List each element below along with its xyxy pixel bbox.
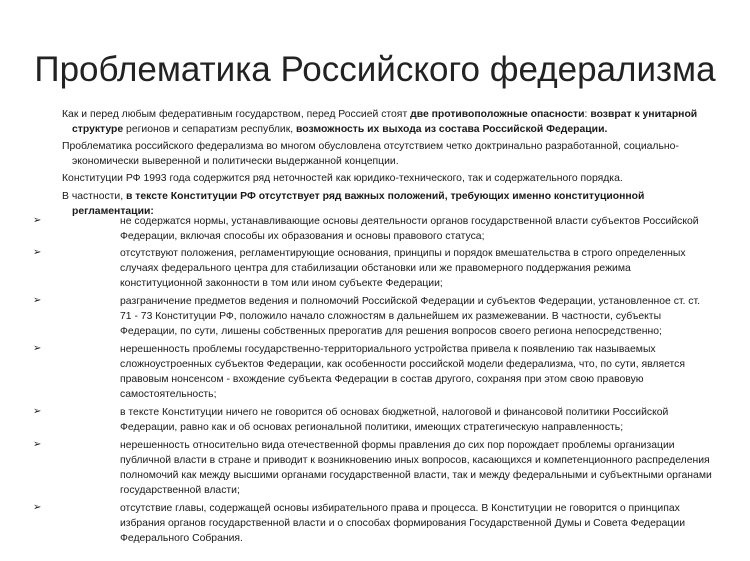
list-item-text: в тексте Конституции ничего не говорится об основах бюджетной, налоговой и финансовой политики Российской Федерации, равно как и об основах региональной политики, имеющих стратегическую направленность; — [120, 407, 669, 433]
list-item — [0, 246, 750, 291]
intro-text: Проблематика российского федерализма во многом обусловлена отсутствием четко доктринально разработанной, социально-экономически выверенной и политически выдержанной концепции. — [62, 141, 679, 167]
list-item-text: нерешенность относительно вида отечественной формы правления до сих пор порождает проблемы организации публичной власти в стране и приводит к возникновению иных вопросов, касающихся и компетенционного распределения полномочий как между высшими органами государственной власти, так и между федеральными и субъектными органами государственной власти; — [120, 440, 712, 496]
arrow-bullet-icon: ➢ — [33, 295, 42, 306]
intro-bold-text: две противоположные опасности — [410, 109, 585, 120]
arrow-bullet-icon: ➢ — [33, 502, 42, 513]
list-item-text: разграничение предметов ведения и полномочий Российской Федерации и субъектов Федерации, установленное ст. ст. 71 - 73 Конституции РФ, положило начало сложностям в дальнейшем их размежевании. В частности, субъекты Федерации, по сути, лишены собственных прерогатив для решения вопросов своего региона непосредственно; — [120, 296, 700, 337]
intro-text: регионов и сепаратизм республик, — [123, 123, 297, 135]
arrow-bullet-icon: ➢ — [33, 439, 42, 450]
intro-text: В частности, — [62, 190, 127, 202]
intro-text: Как и перед любым федеративным государством, перед Россией стоят — [62, 109, 411, 120]
arrow-bullet-icon: ➢ — [33, 343, 42, 354]
list-item — [0, 405, 750, 435]
list-item-text: нерешенность проблемы государственно-территориального устройства привела к появлению так называемых сложноустроенных субъектов Федерации, как особенности российской модели федерализма, что, по сути, является правовым нонсенсом - вхождение субъекта Федерации в состав другого, сохраняя при этом свою правовую самостоятельность; — [120, 344, 685, 400]
arrow-bullet-icon: ➢ — [33, 215, 42, 226]
list-item — [0, 294, 750, 339]
list-item-text: не содержатся нормы, устанавливающие основы деятельности органов государственной власти субъектов Российской Федерации, включая способы их образования и основы правового статуса; — [120, 216, 699, 242]
list-item — [0, 438, 750, 498]
intro-text: : — [584, 109, 591, 120]
intro-text: Конституции РФ 1993 года содержится ряд неточностей как юридико-технического, так и содержательного порядка. — [62, 173, 623, 185]
intro-bold-text: возможность их выхода из состава Российской Федерации. — [296, 123, 608, 135]
arrow-bullet-icon: ➢ — [33, 406, 42, 417]
list-item-text: отсутствуют положения, регламентирующие основания, принципы и порядок вмешательства в строго определенных случаях федерального центра для стабилизации обстановки или же правомерного поддержания режима конституционной законности в том или ином субъекте Федерации; — [120, 248, 686, 289]
intro-bold-text: возврат к унитарной структуре — [72, 109, 698, 135]
slide-title: Проблематика Российского федерализма — [34, 50, 716, 89]
arrow-bullet-icon: ➢ — [33, 247, 42, 258]
intro-paragraph — [62, 108, 712, 137]
list-item — [0, 214, 750, 244]
intro-bold-text: в тексте Конституции РФ отсутствует ряд важных положений, требующих именно конституционной регламентации: — [72, 190, 645, 217]
list-item — [0, 501, 750, 546]
intro-paragraph — [62, 172, 712, 187]
bullet-list — [0, 214, 750, 546]
intro-block — [62, 108, 712, 222]
list-item — [0, 342, 750, 402]
intro-paragraph — [62, 140, 712, 169]
list-item-text: отсутствие главы, содержащей основы избирательного права и процесса. В Конституции не говорится о принципах избрания органов государственной власти и о способах формирования Государственной Думы и Совета Федерации Федерального Собрания. — [120, 503, 685, 544]
